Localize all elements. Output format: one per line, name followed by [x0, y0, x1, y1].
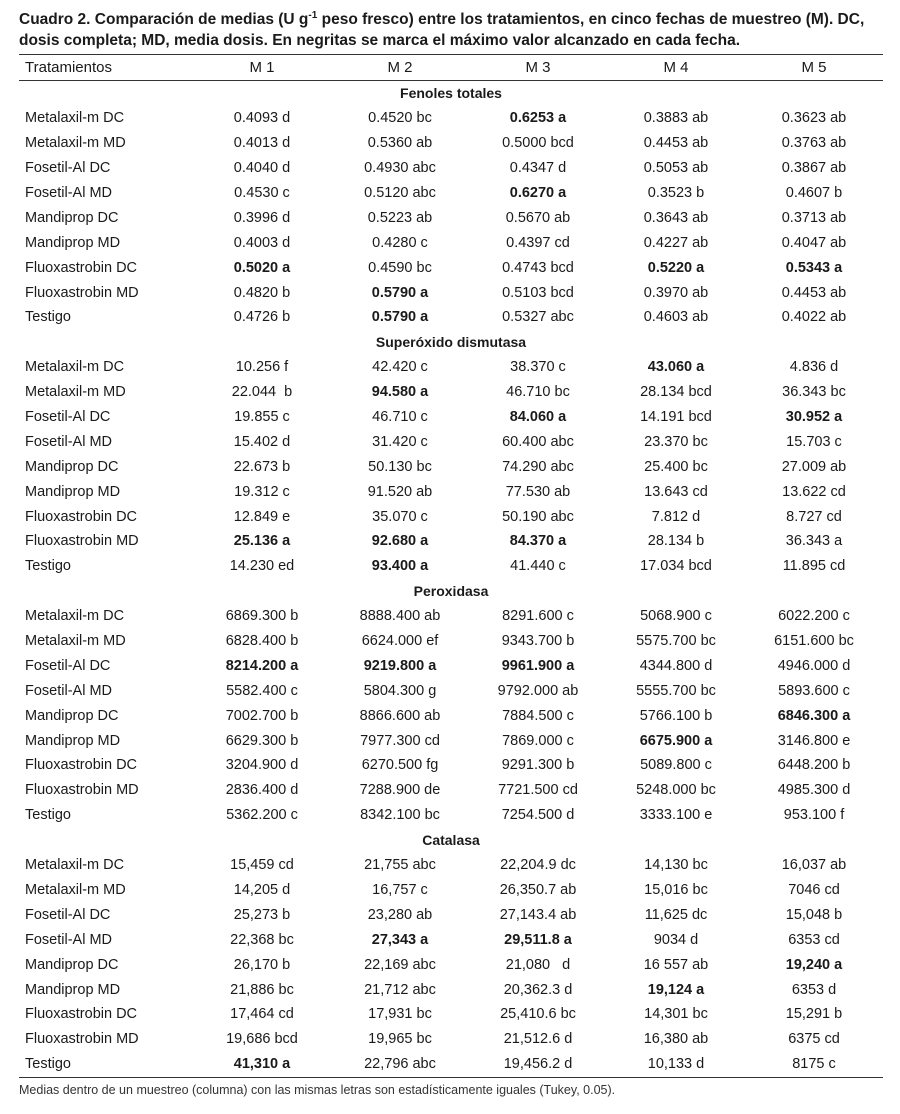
value-cell-m1: 14,205 d: [233, 881, 291, 898]
caption-superscript: -1: [308, 9, 318, 21]
value-cell-m3: 9961.900 a: [501, 657, 575, 674]
value-cell-m1: 0.5020 a: [233, 259, 291, 276]
value-cell-m5: 15,291 b: [785, 1006, 843, 1023]
value-cell-m1: 19,686 bcd: [226, 1031, 298, 1048]
value-cell-m5: 6375 cd: [788, 1031, 840, 1048]
treatment-label: Fluoxastrobin MD: [25, 782, 139, 799]
treatment-label: Mandiprop MD: [25, 234, 121, 251]
header-m4: M 4: [663, 59, 689, 76]
caption-part1: Cuadro 2. Comparación de medias (U g: [19, 11, 309, 28]
table-row: [19, 255, 883, 280]
value-cell-m2: 9219.800 a: [363, 657, 437, 674]
value-cell-m3: 0.6270 a: [509, 185, 567, 201]
value-cell-m3: 50.190 abc: [502, 508, 574, 525]
value-cell-m5: 16,037 ab: [781, 857, 847, 874]
value-cell-m2: 19,965 bc: [368, 1031, 432, 1048]
treatment-label: Testigo: [25, 1056, 71, 1073]
value-cell-m2: 22,796 abc: [364, 1056, 436, 1073]
value-cell-m4: 14.191 bcd: [640, 409, 712, 426]
treatment-label: Testigo: [25, 558, 71, 575]
value-cell-m2: 0.4520 bc: [368, 110, 432, 127]
value-cell-m4: 5575.700 bc: [636, 633, 716, 650]
value-cell-m1: 15.402 d: [233, 433, 291, 450]
table-row: [19, 554, 883, 579]
value-cell-m2: 0.5790 a: [371, 284, 429, 301]
value-cell-m3: 84.060 a: [509, 409, 567, 426]
table-row: [19, 778, 883, 803]
section-header-row: [19, 81, 883, 106]
value-cell-m3: 26,350.7 ab: [499, 881, 577, 898]
value-cell-m5: 0.3623 ab: [781, 110, 847, 127]
treatment-label: Metalaxil-m DC: [25, 110, 125, 127]
value-cell-m4: 0.3883 ab: [643, 110, 709, 127]
footnote: Medias dentro de un muestreo (columna) con las mismas letras son estadísticamente iguales (Tukey, 0.05).: [19, 1083, 616, 1097]
treatment-label: Testigo: [25, 807, 71, 824]
value-cell-m4: 0.5053 ab: [643, 160, 709, 177]
value-cell-m4: 5068.900 c: [640, 608, 712, 625]
value-cell-m1: 22.673 b: [233, 458, 291, 475]
value-cell-m4: 5555.700 bc: [636, 682, 716, 699]
value-cell-m4: 17.034 bcd: [640, 558, 712, 575]
section-header-row: [19, 330, 883, 355]
treatment-label: Fluoxastrobin DC: [25, 259, 138, 276]
value-cell-m2: 0.4930 abc: [364, 160, 436, 177]
table-row: [19, 280, 883, 305]
value-cell-m4: 0.4603 ab: [643, 309, 709, 326]
value-cell-m3: 60.400 abc: [502, 433, 574, 450]
value-cell-m5: 6353 d: [791, 981, 837, 998]
value-cell-m4: 6675.900 a: [639, 732, 713, 749]
value-cell-m3: 22,204.9 dc: [500, 857, 576, 874]
treatment-label: Mandiprop DC: [25, 209, 119, 226]
value-cell-m1: 0.4530 c: [234, 185, 290, 201]
value-cell-m2: 17,931 bc: [368, 1006, 432, 1023]
treatment-label: Metalaxil-m MD: [25, 135, 126, 152]
table-row: [19, 305, 883, 330]
value-cell-m3: 9291.300 b: [501, 757, 575, 774]
table-caption: [19, 9, 889, 51]
value-cell-m4: 11,625 dc: [644, 906, 708, 923]
value-cell-m3: 7884.500 c: [502, 707, 574, 724]
table-row: [19, 753, 883, 778]
treatment-label: Metalaxil-m DC: [25, 608, 125, 625]
value-cell-m3: 0.4743 bcd: [502, 259, 574, 276]
value-cell-m3: 8291.600 c: [502, 608, 574, 625]
value-cell-m4: 7.812 d: [651, 508, 701, 525]
table-row: [19, 156, 883, 181]
value-cell-m4: 14,130 bc: [644, 857, 708, 874]
value-cell-m5: 953.100 f: [783, 807, 845, 824]
value-cell-m4: 43.060 a: [647, 359, 705, 376]
value-cell-m2: 0.5223 ab: [367, 209, 433, 226]
value-cell-m5: 0.4453 ab: [781, 284, 847, 301]
treatment-label: Fluoxastrobin DC: [25, 757, 138, 774]
table-row: [19, 927, 883, 952]
value-cell-m1: 0.4726 b: [233, 309, 291, 326]
header-m1: M 1: [249, 59, 275, 76]
value-cell-m2: 93.400 a: [371, 558, 429, 575]
value-cell-m5: 6022.200 c: [778, 608, 850, 625]
value-cell-m4: 0.3643 ab: [643, 209, 709, 226]
value-cell-m5: 4946.000 d: [777, 657, 851, 674]
value-cell-m5: 36.343 bc: [782, 384, 846, 401]
value-cell-m5: 5893.600 c: [778, 682, 850, 699]
table-row: [19, 653, 883, 678]
value-cell-m3: 0.6253 a: [509, 110, 567, 127]
value-cell-m4: 0.4453 ab: [643, 135, 709, 152]
value-cell-m4: 28.134 bcd: [640, 384, 712, 401]
value-cell-m3: 19,456.2 d: [503, 1056, 573, 1073]
value-cell-m3: 0.5103 bcd: [502, 284, 574, 301]
table-row: [19, 1027, 883, 1052]
value-cell-m5: 15.703 c: [786, 433, 842, 450]
value-cell-m3: 25,410.6 bc: [500, 1006, 576, 1023]
treatment-label: Fosetil-Al MD: [25, 433, 113, 450]
value-cell-m1: 22,368 bc: [230, 931, 294, 948]
treatment-label: Metalaxil-m MD: [25, 881, 126, 898]
value-cell-m1: 6869.300 b: [225, 608, 299, 625]
value-cell-m2: 0.4590 bc: [368, 259, 432, 276]
value-cell-m4: 23.370 bc: [644, 433, 708, 450]
value-cell-m5: 3146.800 e: [777, 732, 851, 749]
value-cell-m1: 0.4820 b: [233, 284, 291, 301]
value-cell-m5: 30.952 a: [785, 409, 843, 426]
value-cell-m5: 0.5343 a: [785, 259, 843, 276]
value-cell-m3: 74.290 abc: [502, 458, 574, 475]
value-cell-m4: 10,133 d: [647, 1056, 705, 1073]
treatment-label: Mandiprop DC: [25, 458, 119, 475]
value-cell-m5: 0.3763 ab: [781, 135, 847, 152]
header-row: [19, 55, 883, 81]
value-cell-m1: 0.3996 d: [233, 209, 291, 226]
value-cell-m2: 94.580 a: [371, 384, 429, 401]
value-cell-m2: 5804.300 g: [363, 682, 437, 699]
section-title: Superóxido dismutasa: [375, 334, 527, 351]
value-cell-m5: 36.343 a: [785, 533, 843, 550]
value-cell-m3: 9792.000 ab: [497, 682, 579, 699]
table-row: [19, 230, 883, 255]
value-cell-m2: 7977.300 cd: [360, 732, 440, 749]
value-cell-m3: 21,512.6 d: [503, 1031, 573, 1048]
table-row: [19, 977, 883, 1002]
value-cell-m4: 25.400 bc: [644, 458, 708, 475]
table-row: [19, 703, 883, 728]
value-cell-m3: 41.440 c: [510, 558, 566, 575]
value-cell-m5: 7046 cd: [788, 881, 840, 898]
value-cell-m3: 9343.700 b: [501, 633, 575, 650]
value-cell-m4: 3333.100 e: [639, 807, 713, 824]
value-cell-m1: 3204.900 d: [225, 757, 299, 774]
table-row: [19, 429, 883, 454]
value-cell-m4: 0.5220 a: [647, 259, 705, 276]
value-cell-m2: 27,343 a: [371, 931, 429, 948]
value-cell-m5: 11.895 cd: [782, 558, 846, 575]
value-cell-m1: 25,273 b: [233, 906, 291, 923]
value-cell-m3: 20,362.3 d: [503, 981, 573, 998]
value-cell-m2: 50.130 bc: [368, 458, 432, 475]
table-row: [19, 1002, 883, 1027]
value-cell-m1: 5582.400 c: [226, 682, 298, 699]
value-cell-m1: 17,464 cd: [230, 1006, 294, 1023]
value-cell-m3: 27,143.4 ab: [499, 906, 577, 923]
value-cell-m4: 14,301 bc: [644, 1006, 708, 1023]
table-row: [19, 952, 883, 977]
value-cell-m2: 0.5120 abc: [364, 185, 436, 201]
value-cell-m3: 38.370 c: [510, 359, 566, 376]
treatment-label: Fluoxastrobin MD: [25, 1031, 139, 1048]
value-cell-m4: 16 557 ab: [643, 956, 709, 973]
value-cell-m2: 21,712 abc: [364, 981, 436, 998]
value-cell-m3: 7869.000 c: [502, 732, 574, 749]
value-cell-m3: 0.5000 bcd: [502, 135, 574, 152]
value-cell-m3: 21,080 d: [505, 956, 571, 973]
value-cell-m4: 5089.800 c: [640, 757, 712, 774]
value-cell-m2: 0.5360 ab: [367, 135, 433, 152]
value-cell-m3: 7721.500 cd: [498, 782, 578, 799]
section-title: Peroxidasa: [413, 583, 489, 600]
value-cell-m1: 22.044 b: [231, 384, 293, 401]
table-row: [19, 205, 883, 230]
value-cell-m5: 0.4607 b: [785, 185, 843, 201]
value-cell-m5: 27.009 ab: [781, 458, 847, 475]
treatment-label: Fosetil-Al DC: [25, 409, 111, 426]
value-cell-m5: 0.3867 ab: [781, 160, 847, 177]
caption-part2: peso fresco) entre los tratamientos, en cinco fechas de muestreo (M). DC, dosis completa; MD, media dosis. En negritas se marca el máximo valor alcanzado en cada fecha.: [19, 11, 865, 49]
table-row: [19, 529, 883, 554]
value-cell-m2: 7288.900 de: [359, 782, 441, 799]
treatment-label: Fluoxastrobin MD: [25, 533, 139, 550]
value-cell-m5: 0.3713 ab: [781, 209, 847, 226]
value-cell-m1: 25.136 a: [233, 533, 291, 550]
value-cell-m4: 15,016 bc: [644, 881, 708, 898]
value-cell-m2: 35.070 c: [372, 508, 428, 525]
table-row: [19, 405, 883, 430]
table-row: [19, 728, 883, 753]
section-title: Catalasa: [422, 832, 480, 849]
treatment-label: Fluoxastrobin DC: [25, 508, 138, 525]
value-cell-m1: 19.312 c: [234, 483, 290, 500]
value-cell-m3: 46.710 bc: [506, 384, 570, 401]
header-m2: M 2: [387, 59, 413, 76]
value-cell-m2: 8888.400 ab: [359, 608, 441, 625]
treatment-label: Metalaxil-m DC: [25, 359, 125, 376]
value-cell-m3: 0.4397 cd: [506, 234, 570, 251]
treatment-label: Testigo: [25, 309, 71, 326]
value-cell-m2: 23,280 ab: [367, 906, 433, 923]
table-row: [19, 380, 883, 405]
value-cell-m2: 31.420 c: [372, 433, 428, 450]
treatment-label: Mandiprop MD: [25, 981, 121, 998]
treatment-label: Mandiprop DC: [25, 707, 119, 724]
table-row: [19, 853, 883, 878]
table-row: [19, 131, 883, 156]
value-cell-m5: 8175 c: [792, 1056, 836, 1073]
value-cell-m1: 21,886 bc: [230, 981, 294, 998]
section-title: Fenoles totales: [400, 85, 502, 102]
value-cell-m2: 46.710 c: [372, 409, 428, 426]
value-cell-m5: 19,240 a: [785, 956, 843, 973]
value-cell-m1: 0.4040 d: [233, 160, 291, 177]
table-row: [19, 902, 883, 927]
value-cell-m1: 7002.700 b: [225, 707, 299, 724]
table-row: [19, 678, 883, 703]
value-cell-m5: 15,048 b: [785, 906, 843, 923]
treatment-label: Fosetil-Al DC: [25, 906, 111, 923]
table-row: [19, 181, 883, 206]
value-cell-m5: 0.4022 ab: [781, 309, 847, 326]
value-cell-m4: 19,124 a: [647, 981, 705, 998]
value-cell-m4: 16,380 ab: [643, 1031, 709, 1048]
value-cell-m1: 0.4013 d: [233, 135, 291, 152]
table-row: [19, 479, 883, 504]
header-m3: M 3: [525, 59, 551, 76]
value-cell-m1: 10.256 f: [235, 359, 289, 376]
value-cell-m2: 22,169 abc: [364, 956, 436, 973]
value-cell-m3: 7254.500 d: [501, 807, 575, 824]
treatment-label: Fluoxastrobin DC: [25, 1006, 138, 1023]
treatment-label: Fosetil-Al DC: [25, 160, 111, 177]
value-cell-m4: 5248.000 bc: [636, 782, 716, 799]
value-cell-m3: 29,511.8 a: [504, 931, 572, 948]
value-cell-m3: 77.530 ab: [505, 483, 571, 500]
table-row: [19, 355, 883, 380]
table-row: [19, 604, 883, 629]
value-cell-m5: 6846.300 a: [777, 707, 851, 724]
table-row: [19, 878, 883, 903]
value-cell-m1: 41,310 a: [233, 1056, 291, 1073]
table-row: [19, 629, 883, 654]
header-m5: M 5: [801, 59, 827, 76]
value-cell-m1: 26,170 b: [233, 956, 291, 973]
treatment-label: Metalaxil-m DC: [25, 857, 125, 874]
value-cell-m4: 4344.800 d: [639, 657, 713, 674]
value-cell-m4: 28.134 b: [647, 533, 705, 550]
value-cell-m4: 0.3970 ab: [643, 284, 709, 301]
value-cell-m2: 21,755 abc: [364, 857, 436, 874]
value-cell-m1: 2836.400 d: [225, 782, 299, 799]
value-cell-m2: 6270.500 fg: [361, 757, 439, 774]
value-cell-m5: 6151.600 bc: [774, 633, 854, 650]
treatment-label: Fluoxastrobin MD: [25, 284, 139, 301]
value-cell-m2: 16,757 c: [372, 881, 428, 898]
value-cell-m1: 0.4003 d: [233, 234, 291, 251]
table-row: [19, 1052, 883, 1077]
value-cell-m3: 84.370 a: [509, 533, 567, 550]
value-cell-m1: 15,459 cd: [230, 857, 294, 874]
value-cell-m2: 42.420 c: [372, 359, 428, 376]
value-cell-m2: 8866.600 ab: [359, 707, 441, 724]
means-comparison-table: [19, 54, 883, 1078]
value-cell-m1: 19.855 c: [234, 409, 290, 426]
value-cell-m4: 0.3523 b: [647, 185, 705, 201]
treatment-label: Fosetil-Al MD: [25, 185, 113, 201]
value-cell-m3: 0.4347 d: [509, 160, 567, 177]
value-cell-m4: 13.643 cd: [644, 483, 708, 500]
section-header-row: [19, 579, 883, 604]
value-cell-m5: 13.622 cd: [782, 483, 846, 500]
value-cell-m2: 6624.000 ef: [361, 633, 439, 650]
value-cell-m1: 12.849 e: [233, 508, 291, 525]
table-row: [19, 454, 883, 479]
value-cell-m1: 5362.200 c: [226, 807, 298, 824]
value-cell-m1: 6629.300 b: [225, 732, 299, 749]
table-row: [19, 504, 883, 529]
section-header-row: [19, 828, 883, 853]
value-cell-m3: 0.5327 abc: [502, 309, 574, 326]
value-cell-m5: 4985.300 d: [777, 782, 851, 799]
value-cell-m4: 5766.100 b: [639, 707, 713, 724]
treatment-label: Mandiprop MD: [25, 483, 121, 500]
value-cell-m1: 0.4093 d: [233, 110, 291, 127]
value-cell-m5: 6448.200 b: [777, 757, 851, 774]
value-cell-m2: 0.5790 a: [371, 309, 429, 326]
treatment-label: Metalaxil-m MD: [25, 384, 126, 401]
treatment-label: Metalaxil-m MD: [25, 633, 126, 650]
value-cell-m4: 9034 d: [653, 931, 699, 948]
treatment-label: Mandiprop DC: [25, 956, 119, 973]
value-cell-m5: 0.4047 ab: [781, 234, 847, 251]
header-treatments: Tratamientos: [25, 59, 112, 76]
value-cell-m2: 91.520 ab: [367, 483, 433, 500]
value-cell-m1: 8214.200 a: [225, 657, 299, 674]
value-cell-m2: 92.680 a: [371, 533, 429, 550]
table-row: [19, 803, 883, 828]
value-cell-m2: 0.4280 c: [372, 234, 428, 251]
value-cell-m3: 0.5670 ab: [505, 209, 571, 226]
value-cell-m4: 0.4227 ab: [643, 234, 709, 251]
treatment-label: Fosetil-Al MD: [25, 931, 113, 948]
value-cell-m2: 8342.100 bc: [360, 807, 440, 824]
value-cell-m5: 4.836 d: [789, 359, 839, 376]
treatment-label: Mandiprop MD: [25, 732, 121, 749]
value-cell-m1: 14.230 ed: [229, 558, 295, 575]
treatment-label: Fosetil-Al MD: [25, 682, 113, 699]
value-cell-m5: 6353 cd: [788, 931, 840, 948]
value-cell-m5: 8.727 cd: [786, 508, 842, 525]
table-body: [19, 81, 883, 1078]
value-cell-m1: 6828.400 b: [225, 633, 299, 650]
treatment-label: Fosetil-Al DC: [25, 657, 111, 674]
table-row: [19, 106, 883, 131]
